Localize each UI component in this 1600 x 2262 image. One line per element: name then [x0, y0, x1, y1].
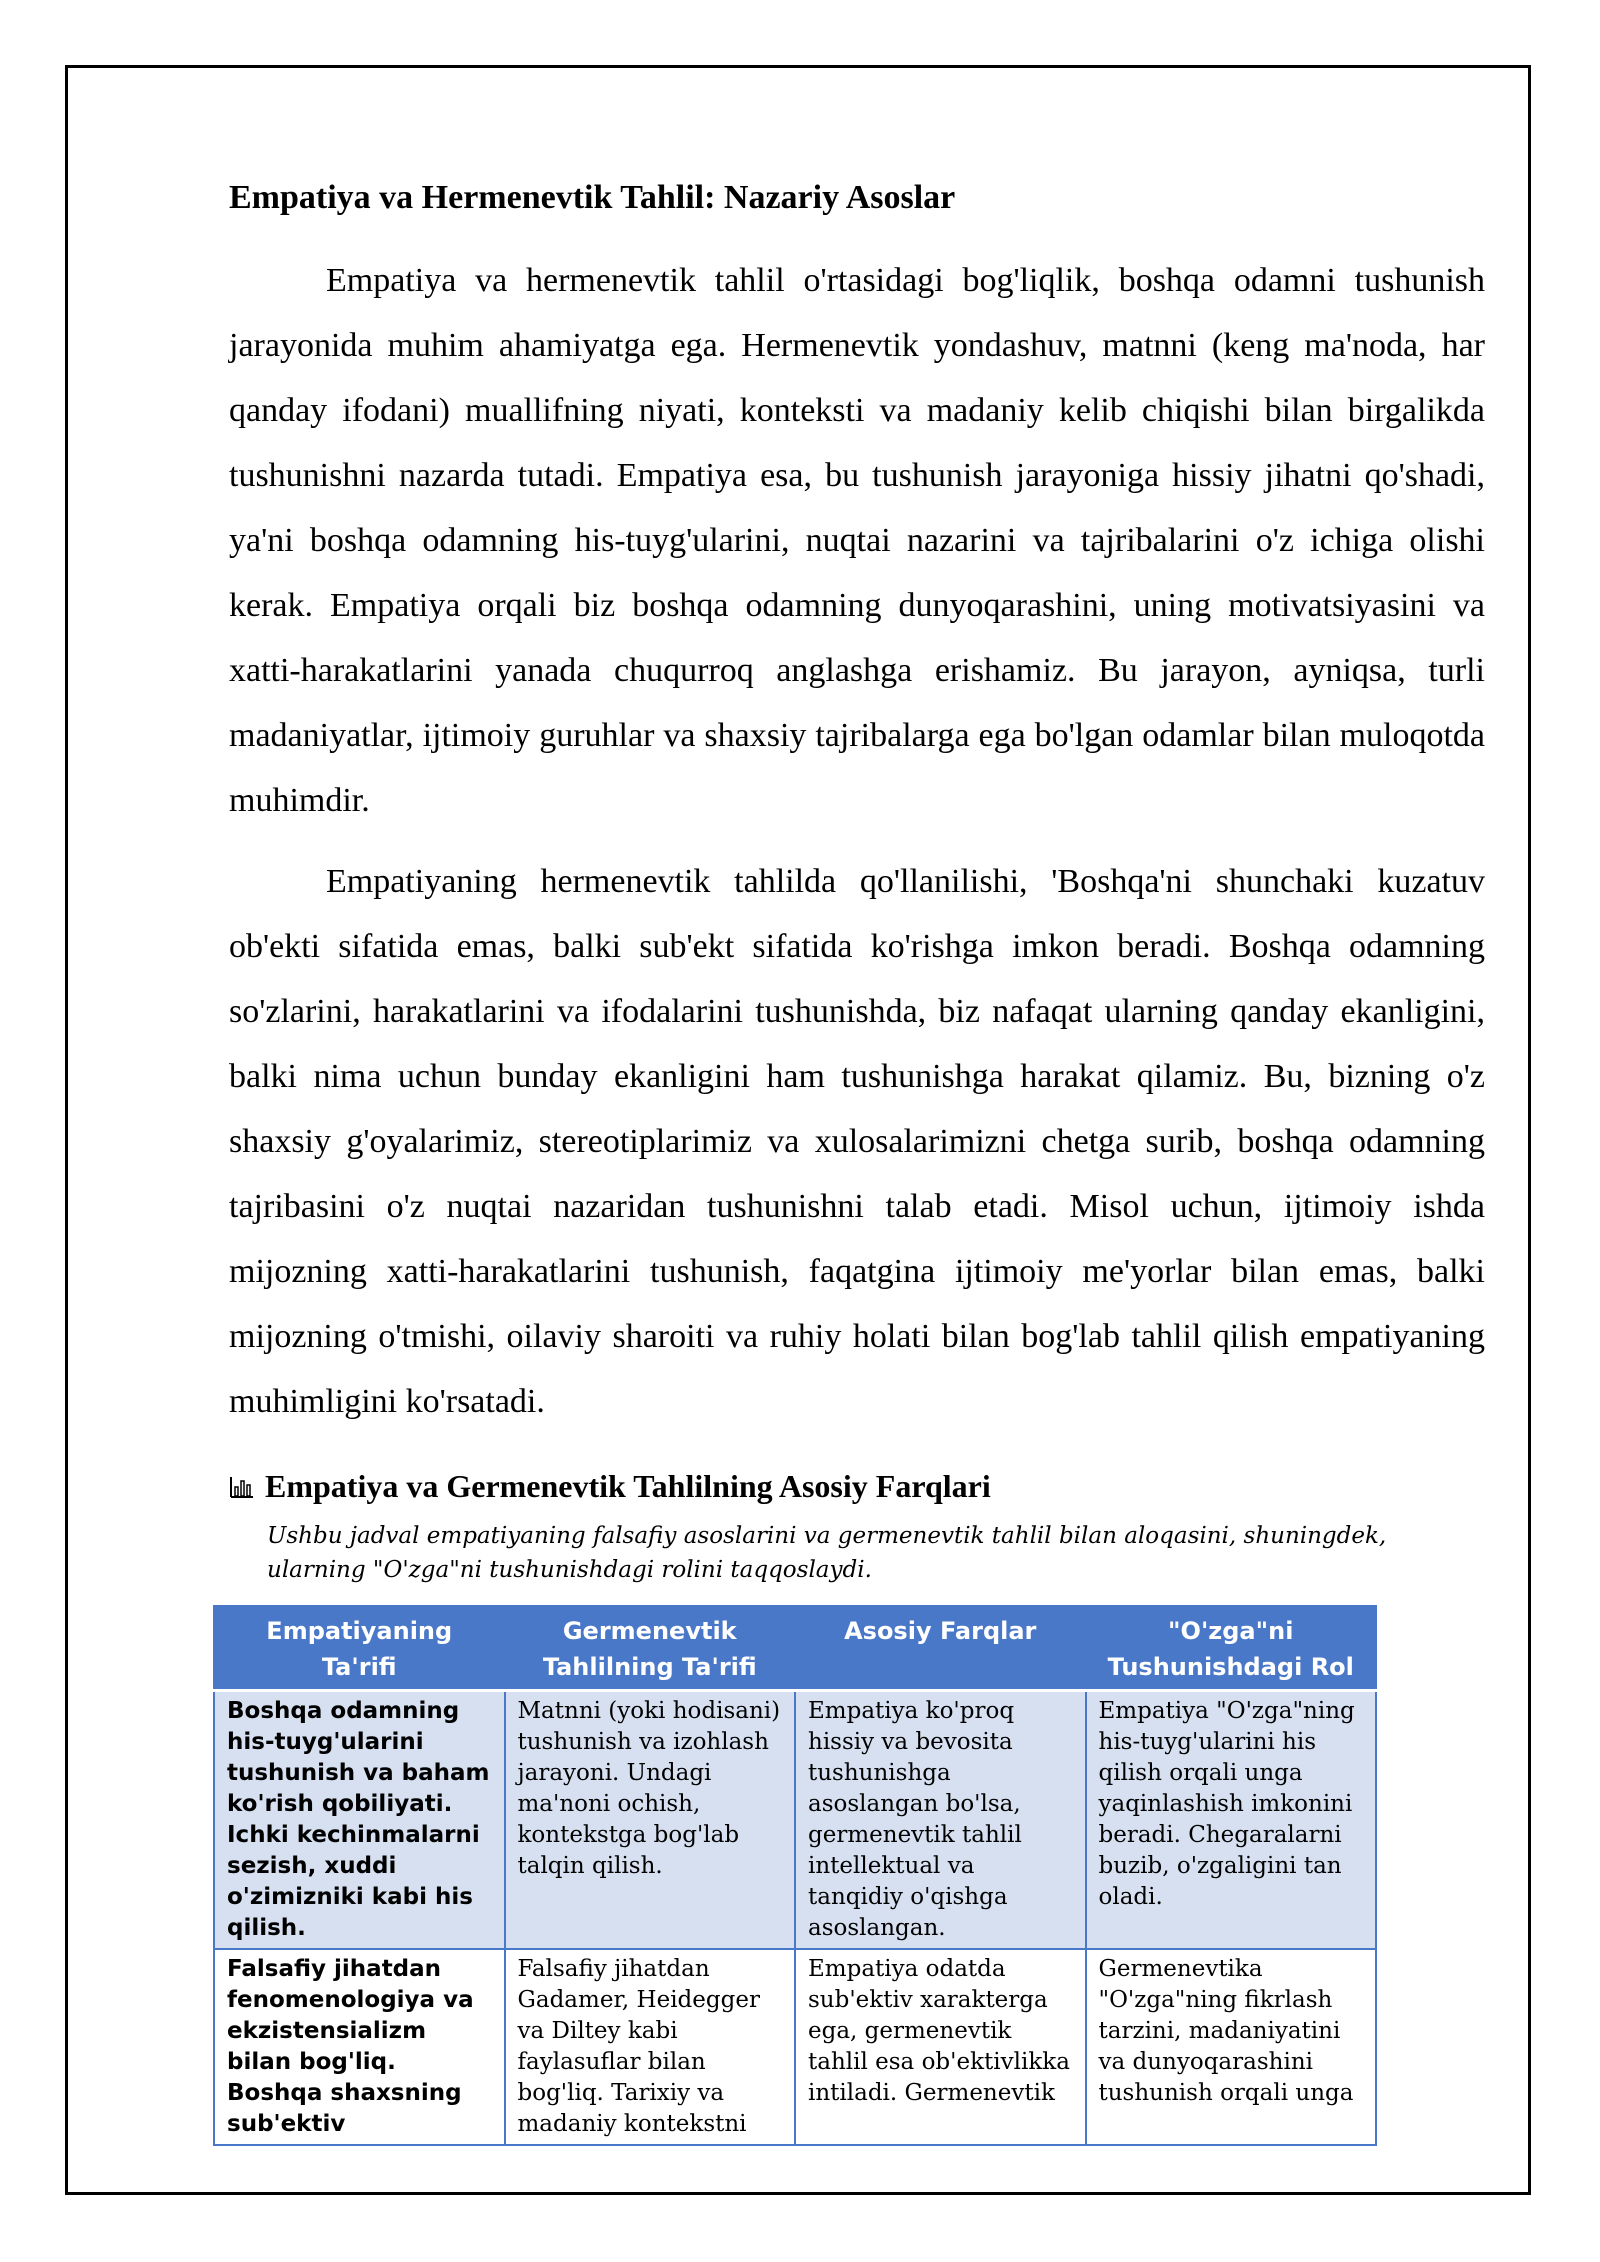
bar-chart-icon	[229, 1475, 255, 1499]
paragraph-2: Empatiyaning hermenevtik tahlilda qo'llanilishi, 'Boshqa'ni shunchaki kuzatuv ob'ekti sifatida emas, balki sub'ekt sifatida ko'rishga imkon beradi. Boshqa odamning so'zlarini, harakatlarini va ifodalarini tushunishda, biz nafaqat ularning qanday ekanligini, balki nima uchun bunday ekanligini ham tushunishga harakat qilamiz. Bu, bizning o'z shaxsiy g'oyalarimiz, stereotiplarimiz va xulosalarimizni chetga surib, boshqa odamning tajribasini o'z nuqtai nazaridan tushunishni talab etadi. Misol uchun, ijtimoiy ishda mijozning xatti-harakatlarini tushunish, faqatgina ijtimoiy me'yorlar bilan emas, balki mijozning o'tmishi, oilaviy sharoiti va ruhiy holati bilan bog'lab tahlil qilish empatiyaning muhimligini ko'rsatadi.	[229, 863, 1485, 1420]
header-cell: Asosiy Farqlar	[795, 1606, 1086, 1691]
table-cell: Falsafiy jihatdan fenomenologiya va ekzistensializm bilan bog'liq. Boshqa shaxsning sub'ektiv	[214, 1949, 505, 2145]
table-row	[214, 1691, 1376, 1950]
table-row	[214, 1949, 1376, 2145]
document-content	[229, 170, 1485, 2146]
table-title-text: Empatiya va Germenevtik Tahlilning Asosiy Farqlari	[265, 1468, 991, 1504]
table-cell: Boshqa odamning his-tuyg'ularini tushunish va baham ko'rish qobiliyati. Ichki kechinmalarni sezish, xuddi o'zimizniki kabi his qilish.	[214, 1691, 505, 1950]
table-cell: Empatiya ko'proq hissiy va bevosita tushunishga asoslangan bo'lsa, germenevtik tahlil intellektual va tanqidiy o'qishga asoslangan.	[795, 1691, 1086, 1950]
table-cell: Matnni (yoki hodisani) tushunish va izohlash jarayoni. Undagi ma'noni ochish, kontekstga bog'lab talqin qilish.	[505, 1691, 796, 1950]
table-cell: Falsafiy jihatdan Gadamer, Heidegger va Diltey kabi faylasuflar bilan bog'liq. Tarixiy va madaniy kontekstni	[505, 1949, 796, 2145]
table-header-row	[214, 1606, 1376, 1691]
header-cell: Germenevtik Tahlilning Ta'rifi	[505, 1606, 796, 1691]
table-cell: Empatiya odatda sub'ektiv xarakterga ega, germenevtik tahlil esa ob'ektivlikka intiladi. Germenevtik	[795, 1949, 1086, 2145]
table-caption: Ushbu jadval empatiyaning falsafiy asoslarini va germenevtik tahlil bilan aloqasini, shuningdek, ularning "O'zga"ni tushunishdagi rolini taqqoslaydi.	[267, 1523, 1387, 1583]
table-cell: Empatiya "O'zga"ning his-tuyg'ularini his qilish orqali unga yaqinlashish imkonini beradi. Chegaralarni buzib, o'zgaligini tan oladi.	[1086, 1691, 1377, 1950]
table-title	[229, 1468, 1485, 1505]
paragraph-1: Empatiya va hermenevtik tahlil o'rtasidagi bog'liqlik, boshqa odamni tushunish jarayonida muhim ahamiyatga ega. Hermenevtik yondashuv, matnni (keng ma'noda, har qanday ifodani) muallifning niyati, konteksti va madaniy kelib chiqishi bilan birgalikda tushunishni nazarda tutadi. Empatiya esa, bu tushunish jarayoniga hissiy jihatni qo'shadi, ya'ni boshqa odamning his-tuyg'ularini, nuqtai nazarini va tajribalarini o'z ichiga olishi kerak. Empatiya orqali biz boshqa odamning dunyoqarashini, uning motivatsiyasini va xatti-harakatlarini yanada chuqurroq anglashga erishamiz. Bu jarayon, ayniqsa, turli madaniyatlar, ijtimoiy guruhlar va shaxsiy tajribalarga ega bo'lgan odamlar bilan muloqotda muhimdir.	[229, 262, 1485, 819]
comparison-table	[213, 1605, 1377, 2146]
table-cell: Germenevtika "O'zga"ning fikrlash tarzini, madaniyatini va dunyoqarashini tushunish orqali unga	[1086, 1949, 1377, 2145]
header-cell: "O'zga"ni Tushunishdagi Rol	[1086, 1606, 1377, 1691]
header-cell: Empatiyaning Ta'rifi	[214, 1606, 505, 1691]
section-heading: Empatiya va Hermenevtik Tahlil: Nazariy Asoslar	[229, 179, 956, 216]
